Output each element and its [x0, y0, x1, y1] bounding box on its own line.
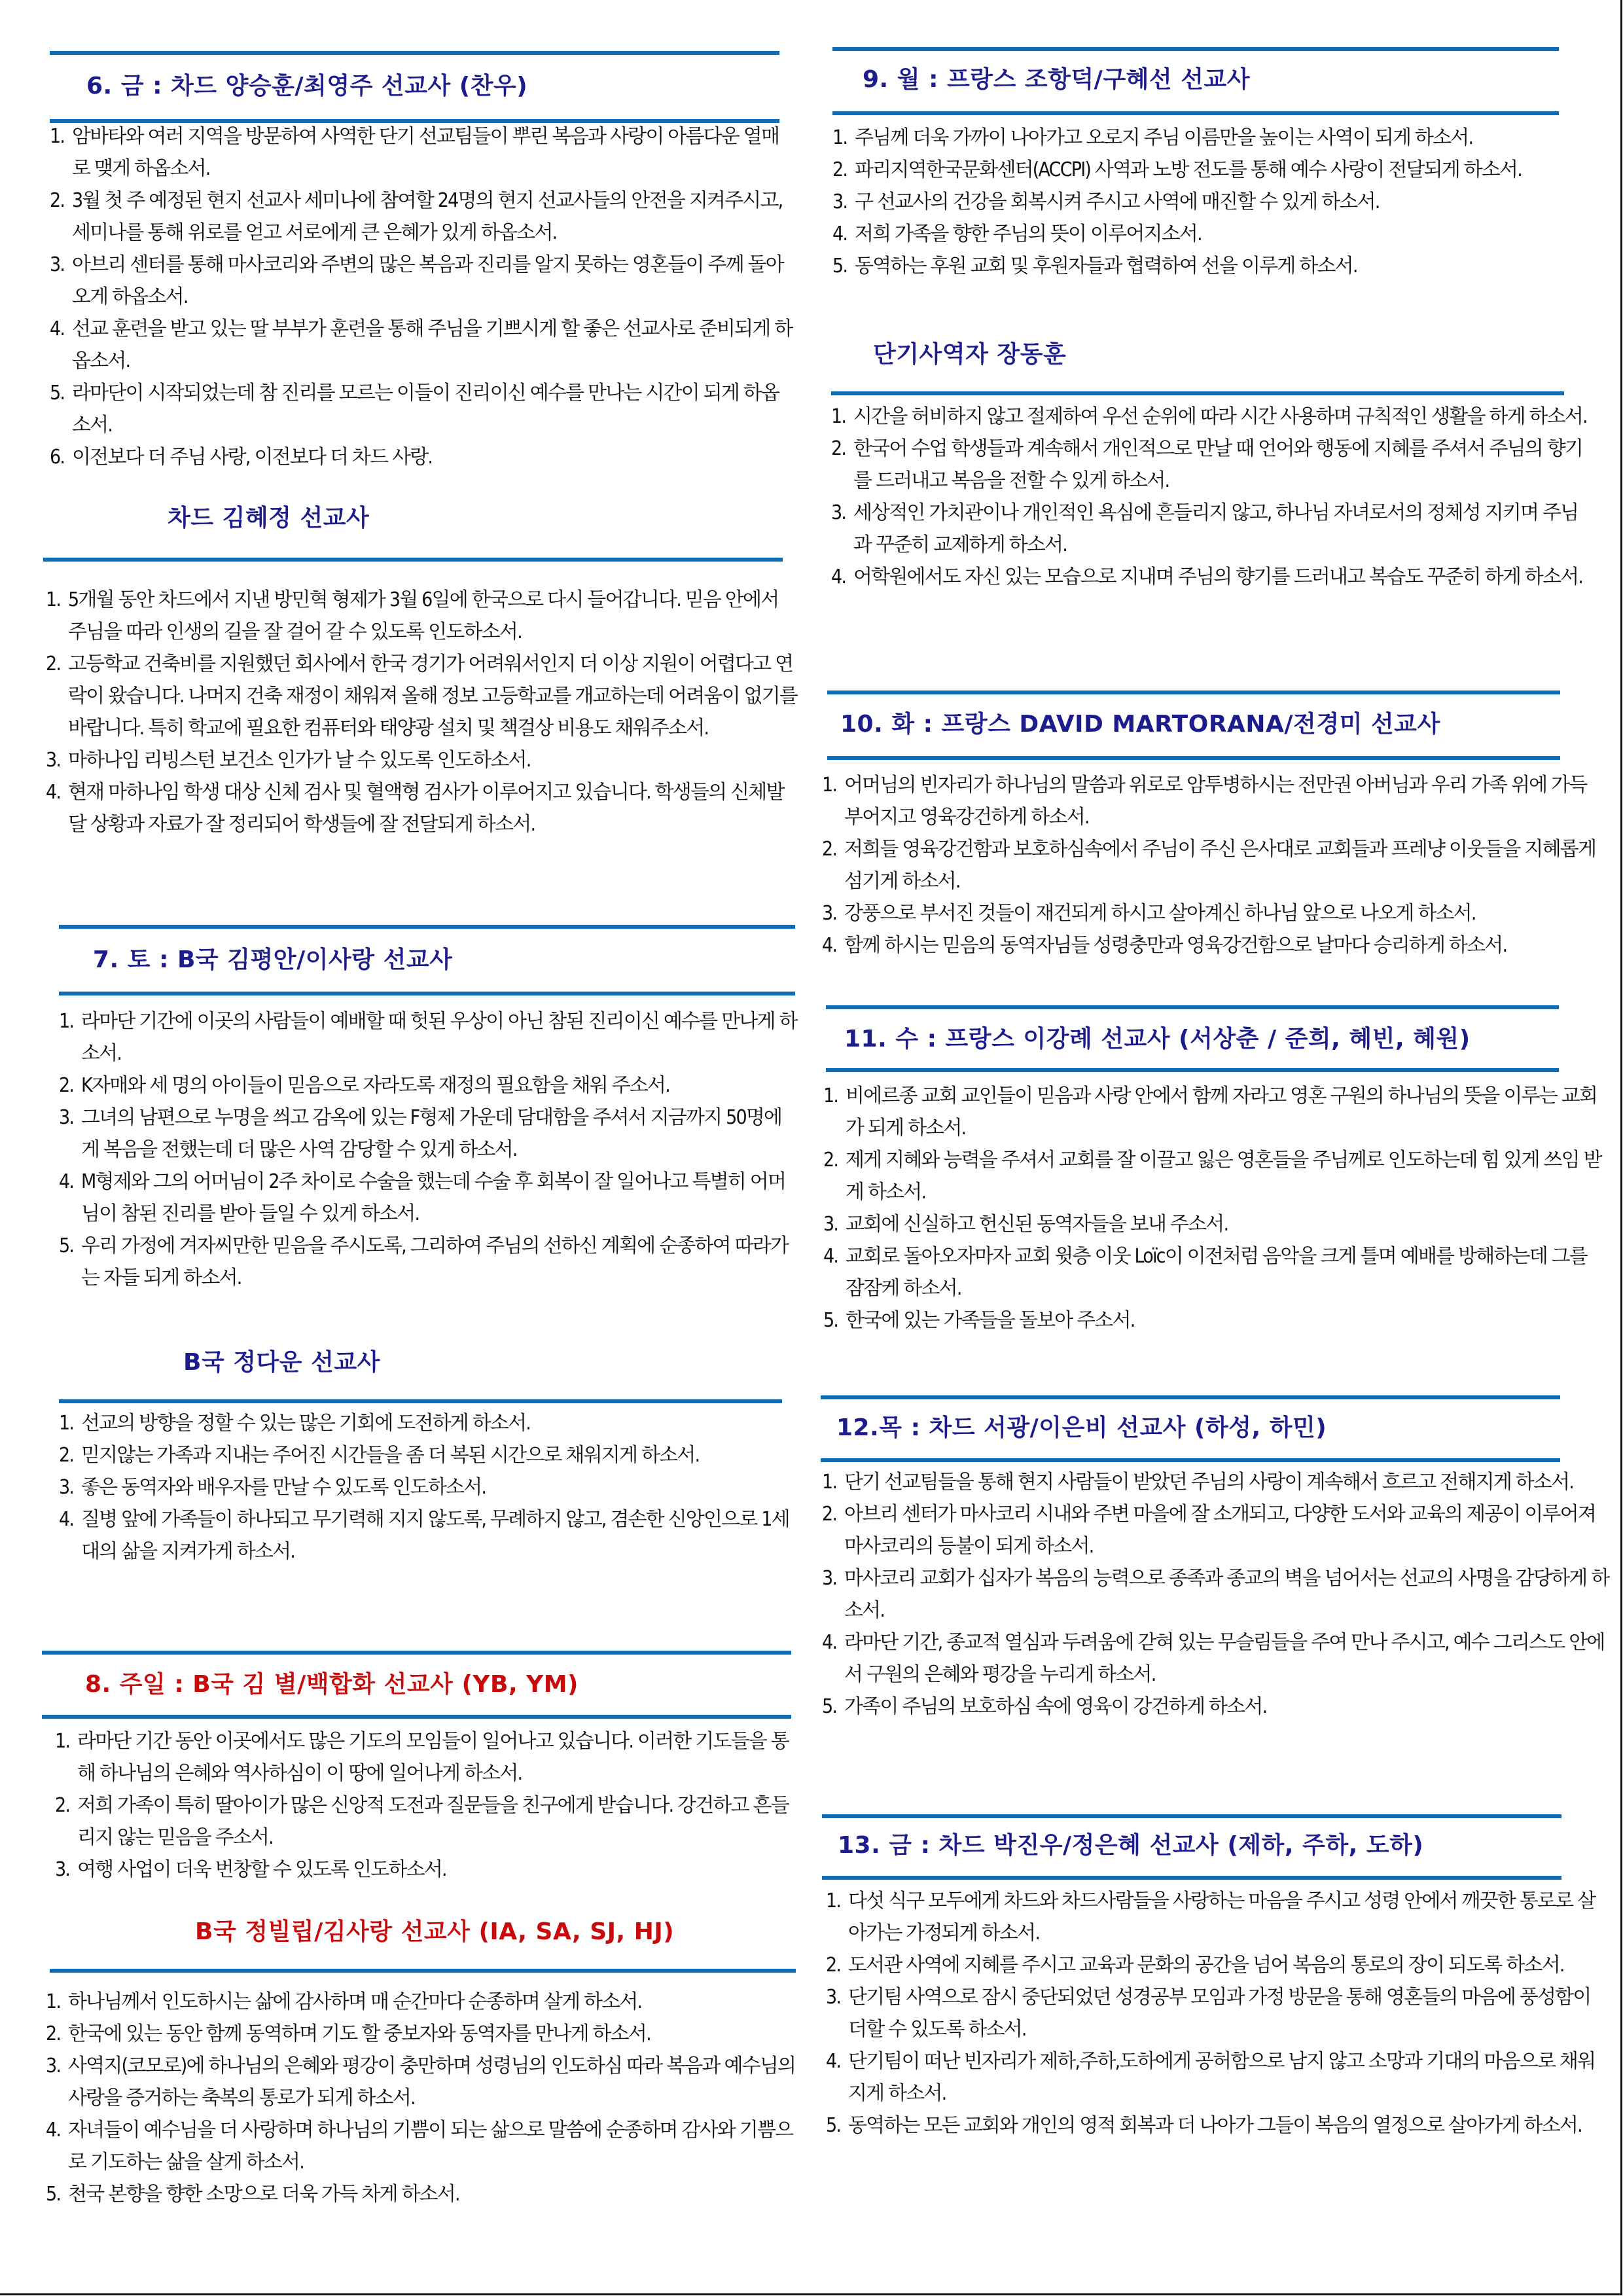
prayer-list-s7 — [59, 1005, 798, 1294]
divider-rule — [826, 1005, 1559, 1009]
list-item: 2. 파리지역한국문화센터(ACCPI) 사역과 노방 전도를 통해 예수 사랑이 전달되게 하소서. — [832, 158, 1522, 181]
list-item: 3. 교회에 신실하고 헌신된 동역자들을 보내 주소서. — [823, 1213, 1228, 1236]
divider-rule — [822, 1876, 1561, 1880]
list-item: 5. 한국에 있는 가족들을 돌보아 주소서. — [823, 1309, 1135, 1332]
section-8b — [50, 1918, 796, 1973]
section-6 — [50, 51, 779, 123]
section-8 — [42, 1651, 791, 1719]
divider-rule — [832, 111, 1559, 115]
list-item: 1. 주님께 더욱 가까이 나아가고 오로지 주님 이름만을 높이는 사역이 되게 하소서. — [832, 126, 1473, 149]
list-item: 4. 자녀들이 예수님을 더 사랑하며 하나님의 기쁨이 되는 삶으로 말씀에 순종하며 감사와 기쁨으로 기도하는 삶을 살게 하소서. — [46, 2119, 793, 2174]
list-item: 5. 라마단이 시작되었는데 참 진리를 모르는 이들이 진리이신 예수를 만나는 시간이 되게 하옵소서. — [50, 382, 779, 437]
prayer-list-s8 — [55, 1725, 801, 1886]
list-item: 5. 동역하는 후원 교회 및 후원자들과 협력하여 선을 이루게 하소서. — [832, 255, 1357, 278]
list-item: 3. 아브리 센터를 통해 마사코리와 주변의 많은 복음과 진리를 알지 못하는 영혼들이 주께 돌아오게 하옵소서. — [50, 253, 783, 308]
list-item: 1. 5개월 동안 차드에서 지낸 방민혁 형제가 3월 6일에 한국으로 다시 들어갑니다. 믿음 안에서 주님을 따라 인생의 길을 잘 걸어 갈 수 있도록 인도하소서. — [46, 588, 779, 643]
divider-rule — [822, 1814, 1561, 1818]
divider-rule — [827, 756, 1560, 760]
section-10 — [827, 691, 1560, 760]
list-item: 5. 동역하는 모든 교회와 개인의 영적 회복과 더 나아가 그들이 복음의 열정으로 살아가게 하소서. — [826, 2114, 1582, 2137]
list-item: 6. 이전보다 더 주님 사랑, 이전보다 더 차드 사랑. — [50, 446, 433, 469]
divider-rule — [42, 1715, 791, 1719]
section-title: 6. 금 : 차드 양승훈/최영주 선교사 (찬우) — [86, 73, 528, 99]
list-item: 2. K자매와 세 명의 아이들이 믿음으로 자라도록 재정의 필요함을 채워 주소서. — [59, 1074, 669, 1097]
list-item: 2. 저희들 영육강건함과 보호하심속에서 주님이 주신 은사대로 교회들과 프레냥 이웃들을 지혜롭게 섬기게 하소서. — [822, 838, 1596, 893]
list-item: 3. 강풍으로 부서진 것들이 재건되게 하시고 살아계신 하나님 앞으로 나오게 하소서. — [822, 902, 1476, 925]
list-item: 3. 단기팀 사역으로 잠시 중단되었던 성경공부 모임과 가정 방문을 통해 영혼들의 마음에 풍성함이 더할 수 있도록 하소서. — [826, 1986, 1591, 2041]
section-9 — [832, 47, 1559, 115]
section-7b — [59, 1348, 782, 1403]
divider-rule — [59, 1399, 782, 1403]
list-item: 3. 세상적인 가치관이나 개인적인 욕심에 흔들리지 않고, 하나님 자녀로서의 정체성 지키며 주님과 꾸준히 교제하게 하소서. — [831, 501, 1578, 556]
list-item: 4. 현재 마하나임 학생 대상 신체 검사 및 혈액형 검사가 이루어지고 있습니다. 학생들의 신체발달 상황과 자료가 잘 정리되어 학생들에 잘 전달되게 하소서. — [46, 781, 784, 836]
list-item: 3. 여행 사업이 더욱 번창할 수 있도록 인도하소서. — [55, 1858, 446, 1881]
list-item: 1. 비에르종 교회 교인들이 믿음과 사랑 안에서 함께 자라고 영혼 구원의 하나님의 뜻을 이루는 교회가 되게 하소서. — [823, 1085, 1597, 1139]
section-title: 10. 화 : 프랑스 DAVID MARTORANA/전경미 선교사 — [840, 711, 1440, 738]
prayer-list-s6 — [50, 120, 796, 473]
list-item: 2. 아브리 센터가 마사코리 시내와 주변 마을에 잘 소개되고, 다양한 도서와 교육의 제공이 이루어져 마사코리의 등불이 되게 하소서. — [822, 1503, 1596, 1558]
list-item: 1. 단기 선교팀들을 통해 현지 사람들이 받았던 주님의 사랑이 계속해서 흐르고 전해지게 하소서. — [822, 1471, 1574, 1494]
list-item: 1. 선교의 방향을 정할 수 있는 많은 기회에 도전하게 하소서. — [59, 1412, 531, 1435]
section-12 — [821, 1395, 1560, 1462]
list-item: 4. 교회로 돌아오자마자 교회 윗층 이웃 Loïc이 이전처럼 음악을 크게 틀며 예배를 방해하는데 그를 잠잠케 하소서. — [823, 1245, 1588, 1300]
divider-rule — [59, 925, 795, 929]
list-item: 5. 우리 가정에 겨자씨만한 믿음을 주시도록, 그리하여 주님의 선하신 계획에 순종하여 따라가는 자들 되게 하소서. — [59, 1234, 789, 1289]
list-item: 1. 암바타와 여러 지역을 방문하여 사역한 단기 선교팀들이 뿌린 복음과 사랑이 아름다운 열매로 맺게 하옵소서. — [50, 125, 779, 180]
list-item: 4. 라마단 기간, 종교적 열심과 두려움에 갇혀 있는 무슬림들을 주여 만나 주시고, 예수 그리스도 안에서 구원의 은혜와 평강을 누리게 하소서. — [822, 1631, 1605, 1686]
list-item: 4. 어학원에서도 자신 있는 모습으로 지내며 주님의 향기를 드러내고 복습도 꾸준히 하게 하소서. — [831, 565, 1583, 588]
list-item: 4. 함께 하시는 믿음의 동역자님들 성령충만과 영육강건함으로 날마다 승리하게 하소서. — [822, 934, 1507, 957]
section-title: 13. 금 : 차드 박진우/정은혜 선교사 (제하, 주하, 도하) — [838, 1832, 1424, 1859]
list-item: 1. 시간을 허비하지 않고 절제하여 우선 순위에 따라 시간 사용하며 규칙적인 생활을 하게 하소서. — [831, 405, 1587, 428]
prayer-list-s12 — [822, 1466, 1614, 1723]
prayer-list-s9 — [832, 122, 1585, 282]
section-7 — [59, 925, 795, 996]
list-item: 3. 마하나임 리빙스턴 보건소 인가가 날 수 있도록 인도하소서. — [46, 749, 531, 772]
divider-rule — [831, 391, 1564, 395]
list-item: 2. 고등학교 건축비를 지원했던 회사에서 한국 경기가 어려워서인지 더 이상 지원이 어렵다고 연락이 왔습니다. 나머지 건축 재정이 채워져 올해 정보 고등학교를 개교하는데 어려움이 없기를 바랍니다. 특히 학교에 필요한 컴퓨터와 태양광 설치 및 책걸상 비용도 채워주소서. — [46, 653, 798, 740]
list-item: 5. 천국 본향을 향한 소망으로 더욱 가득 차게 하소서. — [46, 2183, 459, 2206]
list-item: 2. 저희 가족이 특히 딸아이가 많은 신앙적 도전과 질문들을 친구에게 받습니다. 강건하고 흔들리지 않는 믿음을 주소서. — [55, 1794, 789, 1849]
list-item: 4. M형제와 그의 어머님이 2주 차이로 수술을 했는데 수술 후 회복이 잘 일어나고 특별히 어머님이 참된 진리를 받아 들일 수 있게 하소서. — [59, 1170, 786, 1225]
list-item: 5. 가족이 주님의 보호하심 속에 영육이 강건하게 하소서. — [822, 1695, 1267, 1718]
list-item: 1. 어머님의 빈자리가 하나님의 말씀과 위로로 암투병하시는 전만권 아버님과 우리 가족 위에 가득 부어지고 영육강건하게 하소서. — [822, 774, 1587, 829]
section-title: 8. 주일 : B국 김 별/백합화 선교사 (YB, YM) — [85, 1671, 579, 1698]
divider-rule — [50, 51, 779, 55]
list-item: 1. 라마단 기간에 이곳의 사람들이 예배할 때 헛된 우상이 아닌 참된 진리이신 예수를 만나게 하소서. — [59, 1010, 797, 1065]
divider-rule — [826, 1068, 1559, 1072]
section-title: 12.목 : 차드 서광/이은비 선교사 (하성, 하민) — [836, 1414, 1327, 1441]
section-title: 단기사역자 장동훈 — [873, 341, 1067, 368]
divider-rule — [821, 1395, 1560, 1399]
prayer-list-s6b — [46, 584, 798, 840]
list-item: 4. 단기팀이 떠난 빈자리가 제하,주하,도하에게 공허함으로 남지 않고 소망과 기대의 마음으로 채워지게 하소서. — [826, 2050, 1596, 2105]
list-item: 2. 믿지않는 가족과 지내는 주어진 시간들을 좀 더 복된 시간으로 채워지게 하소서. — [59, 1444, 700, 1467]
section-title: B국 정다운 선교사 — [183, 1349, 380, 1376]
list-item: 3. 좋은 동역자와 배우자를 만날 수 있도록 인도하소서. — [59, 1476, 486, 1499]
section-13 — [822, 1814, 1561, 1880]
section-title: 9. 월 : 프랑스 조항덕/구혜선 선교사 — [863, 66, 1251, 93]
prayer-list-s8b — [46, 1986, 805, 2210]
list-item: 2. 3월 첫 주 예정된 현지 선교사 세미나에 참여할 24명의 현지 선교사들의 안전을 지켜주시고, 세미나를 통해 위로를 얻고 서로에게 큰 은혜가 있게 하옵소서. — [50, 189, 783, 244]
section-6b — [43, 504, 783, 562]
prayer-list-s13 — [826, 1885, 1598, 2142]
list-item: 1. 라마단 기간 동안 이곳에서도 많은 기도의 모임들이 일어나고 있습니다. 이러한 기도들을 통해 하나님의 은혜와 역사하심이 이 땅에 일어나게 하소서. — [55, 1730, 789, 1785]
list-item: 3. 그녀의 남편으로 누명을 씌고 감옥에 있는 F형제 가운데 담대함을 주셔서 지금까지 50명에게 복음을 전했는데 더 많은 사역 감당할 수 있게 하소서. — [59, 1106, 782, 1161]
list-item: 2. 제게 지혜와 능력을 주셔서 교회를 잘 이끌고 잃은 영혼들을 주님께로 인도하는데 힘 있게 쓰임 받게 하소서. — [823, 1149, 1601, 1204]
prayer-list-s7b — [59, 1407, 798, 1568]
list-item: 2. 도서관 사역에 지혜를 주시고 교육과 문화의 공간을 넘어 복음의 통로의 장이 되도록 하소서. — [826, 1954, 1564, 1977]
divider-rule — [832, 47, 1559, 51]
prayer-list-s9b — [831, 401, 1590, 593]
divider-rule — [59, 992, 795, 996]
section-9b — [831, 340, 1564, 395]
section-title: B국 정빌립/김사랑 선교사 (IA, SA, SJ, HJ) — [195, 1918, 675, 1945]
section-11 — [826, 1005, 1559, 1072]
divider-rule — [43, 558, 783, 562]
divider-rule — [821, 1458, 1560, 1462]
list-item: 4. 질병 앞에 가족들이 하나되고 무기력해 지지 않도록, 무례하지 않고, 겸손한 신앙인으로 1세대의 삶을 지켜가게 하소서. — [59, 1508, 789, 1563]
section-title: 11. 수 : 프랑스 이강례 선교사 (서상춘 / 준희, 혜빈, 혜원) — [844, 1026, 1471, 1052]
list-item: 4. 선교 훈련을 받고 있는 딸 부부가 훈련을 통해 주님을 기쁘시게 할 좋은 선교사로 준비되게 하옵소서. — [50, 317, 793, 372]
section-title: 7. 토 : B국 김평안/이사랑 선교사 — [93, 946, 453, 973]
list-item: 1. 다섯 식구 모두에게 차드와 차드사람들을 사랑하는 마음을 주시고 성령 안에서 깨끗한 통로로 살아가는 가정되게 하소서. — [826, 1890, 1596, 1945]
list-item: 4. 저희 가족을 향한 주님의 뜻이 이루어지소서. — [832, 223, 1202, 245]
list-item: 2. 한국어 수업 학생들과 계속해서 개인적으로 만날 때 언어와 행동에 지혜를 주셔서 주님의 향기를 드러내고 복음을 전할 수 있게 하소서. — [831, 437, 1583, 492]
prayer-list-s10 — [822, 769, 1607, 961]
list-item: 1. 하나님께서 인도하시는 삶에 감사하며 매 순간마다 순종하며 살게 하소서. — [46, 1990, 642, 2013]
divider-rule — [50, 1969, 796, 1973]
divider-rule — [827, 691, 1560, 694]
section-title: 차드 김혜정 선교사 — [168, 505, 370, 531]
divider-rule — [42, 1651, 791, 1655]
list-item: 3. 구 선교사의 건강을 회복시켜 주시고 사역에 매진할 수 있게 하소서. — [832, 190, 1380, 213]
prayer-list-s11 — [823, 1080, 1602, 1336]
list-item: 2. 한국에 있는 동안 함께 동역하며 기도 할 중보자와 동역자를 만나게 하소서. — [46, 2022, 651, 2045]
list-item: 3. 사역지(코모로)에 하나님의 은혜와 평강이 충만하며 성령님의 인도하심 따라 복음과 예수님의 사랑을 증거하는 축복의 통로가 되게 하소서. — [46, 2054, 796, 2109]
list-item: 3. 마사코리 교회가 십자가 복음의 능력으로 종족과 종교의 벽을 넘어서는 선교의 사명을 감당하게 하소서. — [822, 1567, 1609, 1622]
